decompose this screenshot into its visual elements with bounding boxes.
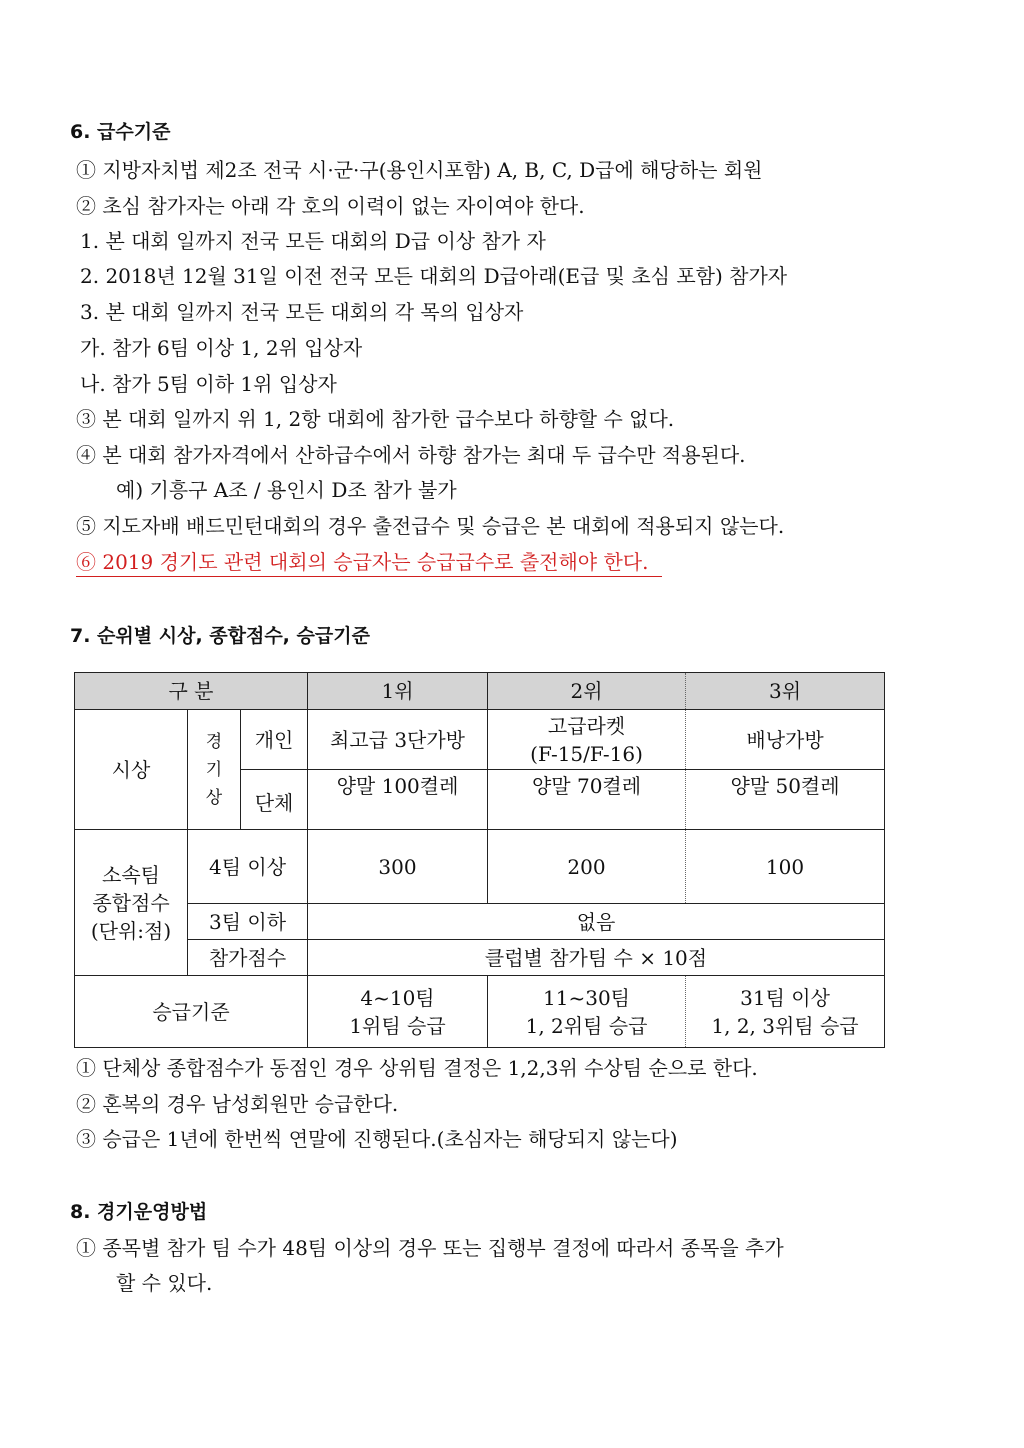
promotion-rank2-line2: 1, 2위팀 승급 bbox=[525, 1013, 648, 1038]
header-rank1: 1위 bbox=[308, 673, 488, 710]
section6-line-8: ③ 본 대회 일까지 위 1, 2항 대회에 참가한 급수보다 하향할 수 없다. bbox=[76, 407, 675, 431]
score-label-line2: 종합점수 bbox=[92, 890, 170, 915]
section8-line-1: ① 종목별 참가 팀 수가 48팀 이상의 경우 또는 집행부 결정에 따라서 종목을 추가 bbox=[76, 1236, 784, 1260]
table-row-participation bbox=[75, 940, 885, 976]
header-category: 구 분 bbox=[75, 673, 308, 710]
section7-note-3: ③ 승급은 1년에 한번씩 연말에 진행된다.(초심자는 해당되지 않는다) bbox=[76, 1127, 678, 1151]
team-rank2: 양말 70켤레 bbox=[488, 770, 686, 830]
individual-rank2-line2: (F-15/F-16) bbox=[530, 741, 643, 766]
section8-line-2: 할 수 있다. bbox=[116, 1271, 213, 1295]
section6-line-9: ④ 본 대회 참가자격에서 산하급수에서 하향 참가는 최대 두 급수만 적용된다. bbox=[76, 443, 746, 467]
promotion-label: 승급기준 bbox=[75, 976, 308, 1048]
section6-line-2: ② 초심 참가자는 아래 각 호의 이력이 없는 자이여야 한다. bbox=[76, 194, 585, 218]
individual-label: 개인 bbox=[241, 710, 308, 770]
section6-line-3: 1. 본 대회 일까지 전국 모든 대회의 D급 이상 참가 자 bbox=[80, 229, 546, 253]
promotion-rank1 bbox=[308, 976, 488, 1048]
table-header-row bbox=[75, 673, 885, 710]
score-label bbox=[75, 830, 188, 976]
section7-heading: 7. 순위별 시상, 종합점수, 승급기준 bbox=[70, 625, 370, 647]
section6-line-7: 나. 참가 5팀 이하 1위 입상자 bbox=[80, 372, 337, 396]
section8-heading: 8. 경기운영방법 bbox=[70, 1201, 208, 1223]
team-label: 단체 bbox=[241, 770, 308, 830]
participation-value: 클럽별 참가팀 수 × 10점 bbox=[308, 940, 885, 976]
promotion-rank3-line1: 31팀 이상 bbox=[740, 985, 830, 1010]
promotion-rank2-line1: 11~30팀 bbox=[543, 985, 630, 1010]
ranking-table bbox=[74, 672, 885, 1048]
section6-line-5: 3. 본 대회 일까지 전국 모든 대회의 각 목의 입상자 bbox=[80, 300, 524, 324]
table-row-four-plus bbox=[75, 830, 885, 904]
promotion-rank3-line2: 1, 2, 3위팀 승급 bbox=[711, 1013, 859, 1038]
section6-heading: 6. 급수기준 bbox=[70, 121, 171, 143]
four-plus-rank1: 300 bbox=[308, 830, 488, 904]
table-row-individual bbox=[75, 710, 885, 770]
three-less-value: 없음 bbox=[308, 904, 885, 940]
highlight-text: ⑥ 2019 경기도 관련 대회의 승급자는 승급급수로 출전해야 한다. bbox=[76, 550, 662, 577]
individual-rank1: 최고급 3단가방 bbox=[308, 710, 488, 770]
section7-note-1: ① 단체상 종합점수가 동점인 경우 상위팀 결정은 1,2,3위 수상팀 순으로 한다. bbox=[76, 1056, 758, 1080]
header-rank2: 2위 bbox=[488, 673, 686, 710]
table-row-promotion bbox=[75, 976, 885, 1048]
team-rank3: 양말 50켤레 bbox=[686, 770, 885, 830]
section7-note-2: ② 혼복의 경우 남성회원만 승급한다. bbox=[76, 1092, 399, 1116]
participation-label: 참가점수 bbox=[188, 940, 308, 976]
section6-line-11: ⑤ 지도자배 배드민턴대회의 경우 출전급수 및 승급은 본 대회에 적용되지 않는다. bbox=[76, 514, 785, 538]
promotion-rank1-line2: 1위팀 승급 bbox=[349, 1013, 446, 1038]
section6-line-12-highlight bbox=[76, 550, 662, 574]
four-plus-rank3: 100 bbox=[686, 830, 885, 904]
section6-line-10: 예) 기흥구 A조 / 용인시 D조 참가 불가 bbox=[116, 478, 457, 502]
individual-rank2 bbox=[488, 710, 686, 770]
award-sub-label bbox=[188, 710, 241, 830]
three-less-label: 3팀 이하 bbox=[188, 904, 308, 940]
individual-rank2-line1: 고급라켓 bbox=[547, 713, 626, 738]
header-rank3: 3위 bbox=[686, 673, 885, 710]
promotion-rank1-line1: 4~10팀 bbox=[360, 985, 435, 1010]
team-rank1: 양말 100켤레 bbox=[308, 770, 488, 830]
award-label: 시상 bbox=[75, 710, 188, 830]
four-plus-rank2: 200 bbox=[488, 830, 686, 904]
promotion-rank3 bbox=[686, 976, 885, 1048]
section6-line-4: 2. 2018년 12월 31일 이전 전국 모든 대회의 D급아래(E급 및 초심 포함) 참가자 bbox=[80, 264, 788, 288]
section6-line-6: 가. 참가 6팀 이상 1, 2위 입상자 bbox=[80, 336, 363, 360]
award-sub-label-text: 경기상 bbox=[205, 731, 223, 808]
promotion-rank2 bbox=[488, 976, 686, 1048]
score-label-line1: 소속팀 bbox=[102, 862, 160, 887]
score-label-line3: (단위:점) bbox=[90, 918, 172, 943]
table-row-three-less bbox=[75, 904, 885, 940]
individual-rank3: 배낭가방 bbox=[686, 710, 885, 770]
four-plus-label: 4팀 이상 bbox=[188, 830, 308, 904]
section6-line-1: ① 지방자치법 제2조 전국 시·군·구(용인시포함) A, B, C, D급에 해당하는 회원 bbox=[76, 158, 763, 182]
